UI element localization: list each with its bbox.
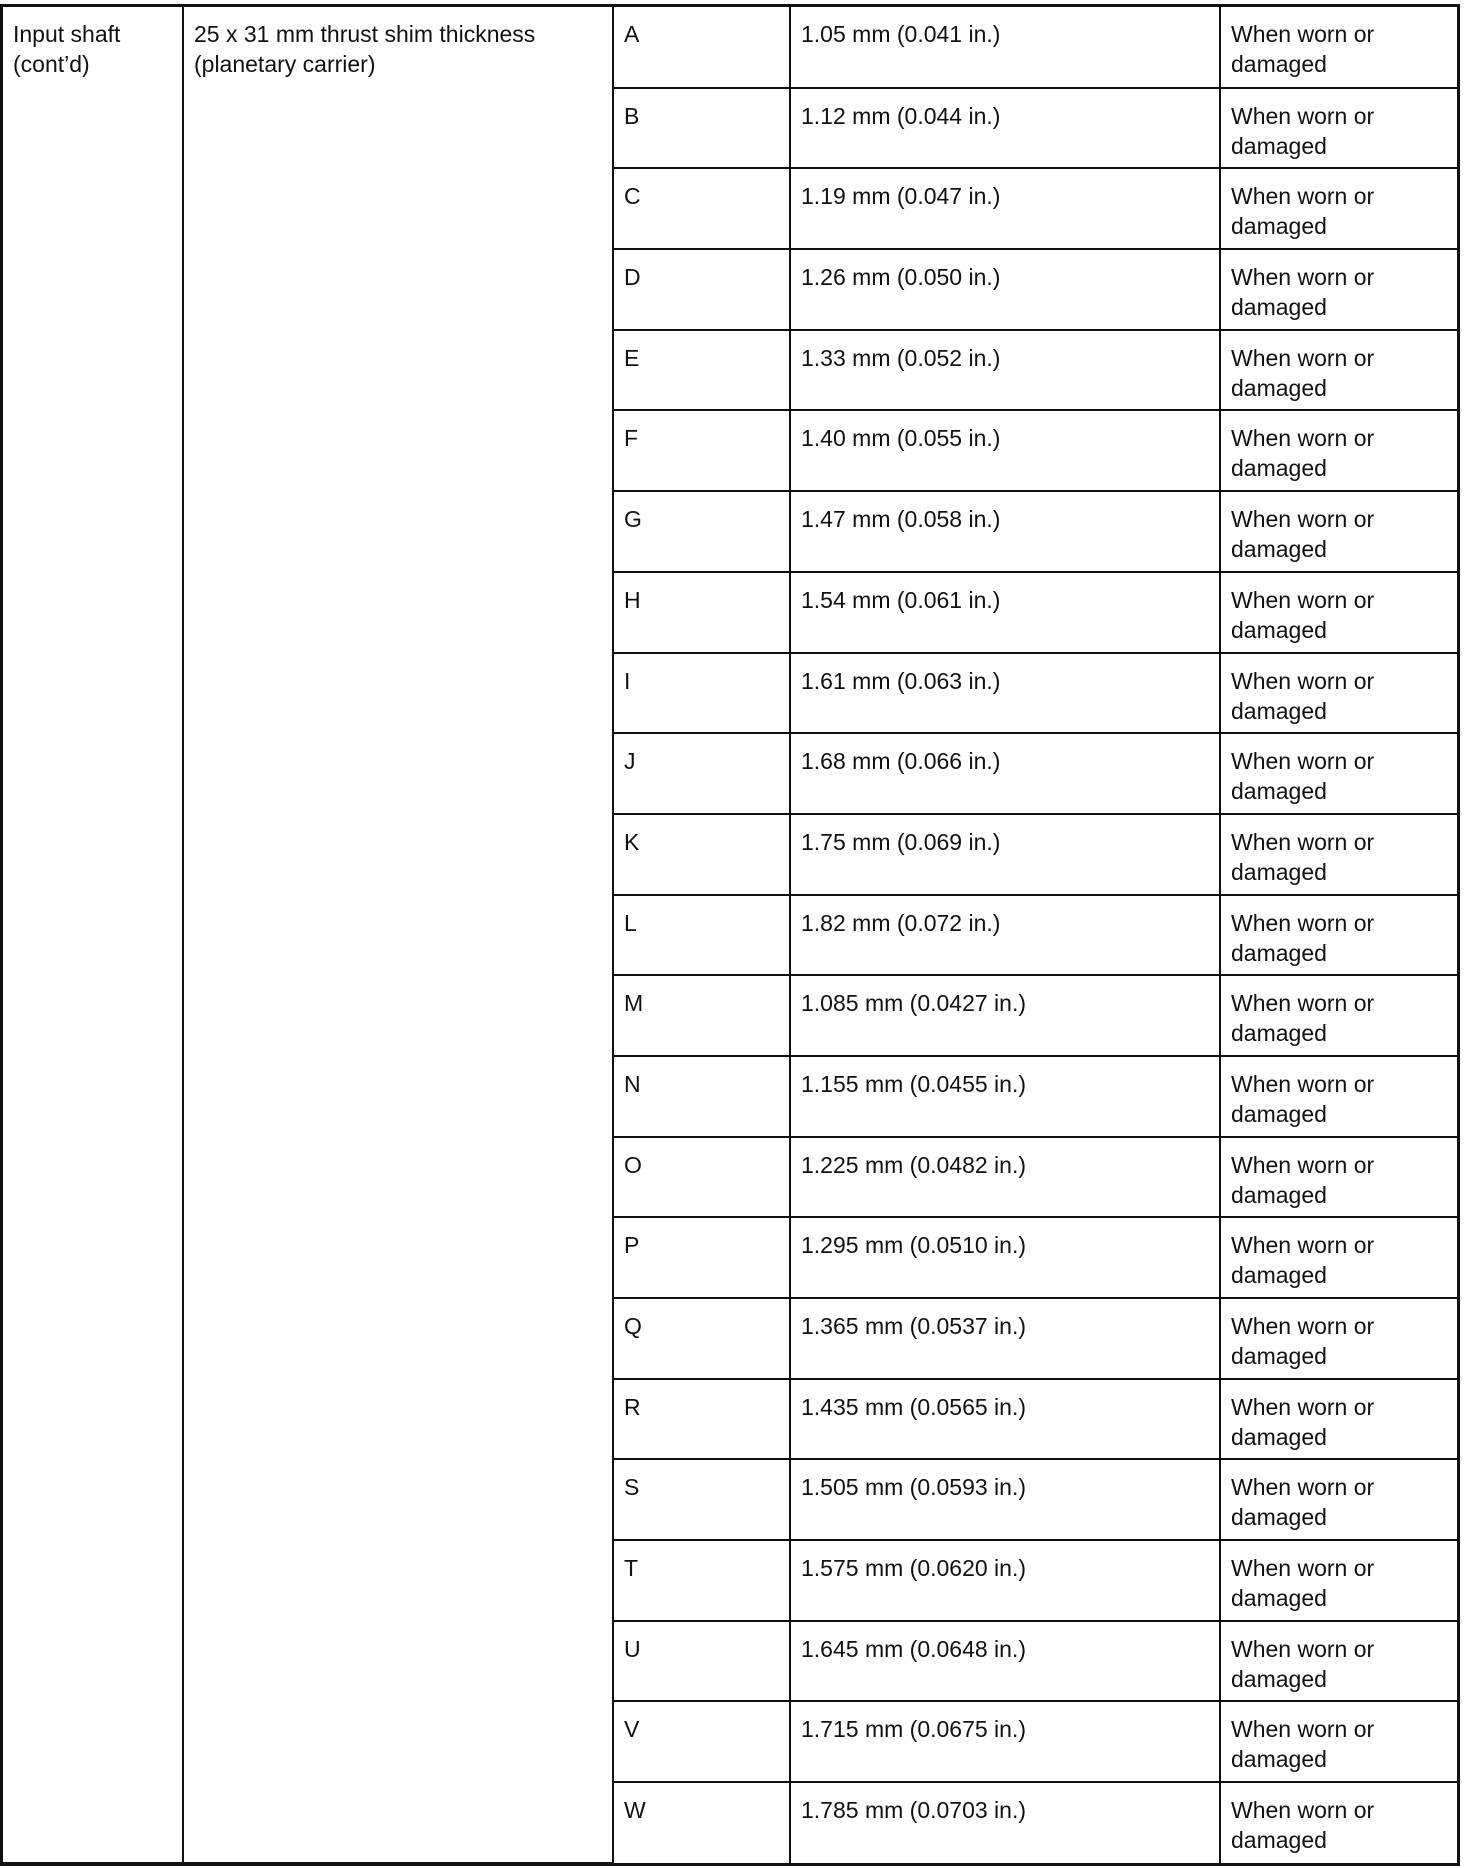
replacement-condition-cell [1220,1540,1457,1621]
grade-letter: T [624,1555,639,1582]
thickness-value: 1.19 mm (0.047 in.) [801,183,1001,210]
thickness-value: 1.40 mm (0.055 in.) [801,425,1001,452]
thickness-value: 1.435 mm (0.0565 in.) [801,1393,1027,1420]
replacement-condition-cell [1220,168,1457,249]
grade-cell [613,1217,790,1298]
grade-letter: V [624,1716,640,1743]
replacement-condition-cont: damaged [1231,939,1327,966]
thickness-value: 1.54 mm (0.061 in.) [801,586,1001,613]
replacement-condition-cell [1220,975,1457,1056]
grade-cell [613,88,790,169]
thickness-value: 1.75 mm (0.069 in.) [801,828,1001,855]
thickness-cell [790,491,1220,572]
replacement-condition-cell [1220,88,1457,169]
grade-letter: J [624,748,636,775]
replacement-condition-cont: damaged [1231,778,1327,805]
replacement-condition-cell [1220,7,1457,88]
grade-cell [613,249,790,330]
replacement-condition-cont: damaged [1231,1827,1327,1854]
thickness-value: 1.82 mm (0.072 in.) [801,909,1001,936]
replacement-condition-cell [1220,330,1457,411]
thickness-value: 1.575 mm (0.0620 in.) [801,1555,1027,1582]
grade-letter: H [624,586,641,613]
thickness-value: 1.155 mm (0.0455 in.) [801,1070,1027,1097]
grade-cell [613,733,790,814]
replacement-condition-cell [1220,653,1457,734]
replacement-condition: When worn or [1231,1393,1375,1420]
grade-cell [613,1056,790,1137]
replacement-condition-cell [1220,1379,1457,1460]
thickness-cell [790,653,1220,734]
thickness-value: 1.645 mm (0.0648 in.) [801,1635,1027,1662]
grade-letter: I [624,667,631,694]
grade-letter: R [624,1393,641,1420]
grade-cell [613,7,790,88]
replacement-condition-cell [1220,1782,1457,1863]
grade-cell [613,410,790,491]
thickness-value: 1.785 mm (0.0703 in.) [801,1797,1027,1824]
thickness-cell [790,733,1220,814]
thickness-cell [790,168,1220,249]
thickness-cell [790,1298,1220,1379]
replacement-condition-cell [1220,491,1457,572]
grade-letter: C [624,183,641,210]
replacement-condition: When worn or [1231,909,1375,936]
replacement-condition: When worn or [1231,1555,1375,1582]
replacement-condition: When worn or [1231,828,1375,855]
grade-cell [613,814,790,895]
thickness-value: 1.61 mm (0.063 in.) [801,667,1001,694]
component-name: Input shaft [13,21,121,47]
grade-letter: A [624,21,640,47]
thickness-cell [790,88,1220,169]
thickness-cell [790,1217,1220,1298]
grade-letter: D [624,264,641,291]
replacement-condition-cell [1220,814,1457,895]
spec-sheet [0,4,1460,1866]
replacement-condition-cont: damaged [1231,374,1327,401]
thickness-value: 1.085 mm (0.0427 in.) [801,990,1027,1017]
replacement-condition: When worn or [1231,102,1375,129]
replacement-condition-cont: damaged [1231,1020,1327,1047]
part-location: (planetary carrier) [194,51,376,77]
thickness-cell [790,410,1220,491]
replacement-condition: When worn or [1231,506,1375,533]
grade-cell [613,491,790,572]
replacement-condition: When worn or [1231,1313,1375,1339]
replacement-condition: When worn or [1231,1232,1375,1259]
grade-letter: U [624,1635,641,1662]
replacement-condition-cell [1220,572,1457,653]
grade-letter: F [624,425,639,452]
thickness-cell [790,7,1220,88]
thickness-value: 1.26 mm (0.050 in.) [801,264,1001,291]
grade-cell [613,1379,790,1460]
grade-cell [613,1459,790,1540]
replacement-condition: When worn or [1231,1797,1375,1824]
shim-spec-table-body [3,7,1457,1863]
replacement-condition-cont: damaged [1231,1423,1327,1450]
replacement-condition-cont: damaged [1231,213,1327,240]
table-row [3,7,1457,88]
replacement-condition-cont: damaged [1231,1746,1327,1773]
replacement-condition: When worn or [1231,1474,1375,1501]
thickness-cell [790,1056,1220,1137]
grade-letter: S [624,1474,640,1501]
replacement-condition-cell [1220,1217,1457,1298]
grade-cell [613,168,790,249]
grade-letter: L [624,909,637,936]
replacement-condition-cont: damaged [1231,1181,1327,1208]
replacement-condition-cont: damaged [1231,1262,1327,1289]
replacement-condition-cell [1220,895,1457,976]
replacement-condition-cont: damaged [1231,1585,1327,1612]
replacement-condition-cell [1220,410,1457,491]
replacement-condition: When worn or [1231,1151,1375,1178]
thickness-value: 1.68 mm (0.066 in.) [801,748,1001,775]
grade-cell [613,1782,790,1863]
thickness-cell [790,572,1220,653]
thickness-value: 1.33 mm (0.052 in.) [801,344,1001,371]
replacement-condition-cont: damaged [1231,1343,1327,1369]
replacement-condition-cont: damaged [1231,132,1327,159]
thickness-cell [790,1782,1220,1863]
replacement-condition-cont: damaged [1231,1665,1327,1692]
replacement-condition: When worn or [1231,264,1375,291]
replacement-condition-cont: damaged [1231,1100,1327,1127]
replacement-condition: When worn or [1231,586,1375,613]
replacement-condition-cont: damaged [1231,536,1327,563]
replacement-condition: When worn or [1231,344,1375,371]
shim-spec-table [3,7,1457,1864]
replacement-condition-cell [1220,1701,1457,1782]
grade-cell [613,1701,790,1782]
grade-letter: Q [624,1313,642,1339]
grade-cell [613,1540,790,1621]
replacement-condition: When worn or [1231,425,1375,452]
grade-letter: P [624,1232,640,1259]
replacement-condition-cont: damaged [1231,697,1327,724]
replacement-condition-cell [1220,1459,1457,1540]
thickness-value: 1.05 mm (0.041 in.) [801,21,1001,47]
replacement-condition-cont: damaged [1231,455,1327,482]
component-cell [3,7,183,1863]
grade-cell [613,975,790,1056]
replacement-condition: When worn or [1231,990,1375,1017]
replacement-condition: When worn or [1231,1716,1375,1743]
grade-letter: E [624,344,640,371]
thickness-value: 1.715 mm (0.0675 in.) [801,1716,1027,1743]
replacement-condition-cell [1220,1298,1457,1379]
thickness-cell [790,330,1220,411]
grade-cell [613,895,790,976]
grade-letter: W [624,1797,646,1824]
grade-cell [613,572,790,653]
thickness-value: 1.47 mm (0.058 in.) [801,506,1001,533]
thickness-cell [790,1137,1220,1218]
thickness-value: 1.12 mm (0.044 in.) [801,102,1001,129]
replacement-condition-cont: damaged [1231,616,1327,643]
thickness-cell [790,814,1220,895]
thickness-cell [790,895,1220,976]
replacement-condition-cell [1220,1056,1457,1137]
thickness-cell [790,1621,1220,1702]
grade-cell [613,1298,790,1379]
grade-letter: B [624,102,640,129]
thickness-cell [790,1540,1220,1621]
thickness-cell [790,975,1220,1056]
replacement-condition: When worn or [1231,1070,1375,1097]
component-continued-label: (cont’d) [13,51,90,77]
thickness-cell [790,1701,1220,1782]
replacement-condition-cont: damaged [1231,1504,1327,1531]
thickness-value: 1.225 mm (0.0482 in.) [801,1151,1027,1178]
grade-letter: K [624,828,640,855]
part-description-cell [183,7,613,1863]
thickness-cell [790,1459,1220,1540]
grade-letter: N [624,1070,641,1097]
grade-cell [613,1621,790,1702]
replacement-condition-cell [1220,733,1457,814]
grade-letter: G [624,506,642,533]
thickness-value: 1.505 mm (0.0593 in.) [801,1474,1027,1501]
grade-cell [613,653,790,734]
replacement-condition: When worn or [1231,667,1375,694]
part-description: 25 x 31 mm thrust shim thickness [194,21,536,47]
replacement-condition: When worn or [1231,1635,1375,1662]
grade-letter: M [624,990,644,1017]
replacement-condition-cont: damaged [1231,294,1327,321]
thickness-value: 1.295 mm (0.0510 in.) [801,1232,1027,1259]
grade-cell [613,330,790,411]
replacement-condition-cell [1220,1137,1457,1218]
replacement-condition: When worn or [1231,21,1375,47]
replacement-condition: When worn or [1231,183,1375,210]
replacement-condition-cell [1220,1621,1457,1702]
thickness-cell [790,1379,1220,1460]
grade-cell [613,1137,790,1218]
thickness-cell [790,249,1220,330]
grade-letter: O [624,1151,642,1178]
thickness-value: 1.365 mm (0.0537 in.) [801,1313,1027,1339]
replacement-condition-cont: damaged [1231,51,1327,77]
replacement-condition-cont: damaged [1231,858,1327,885]
replacement-condition: When worn or [1231,748,1375,775]
replacement-condition-cell [1220,249,1457,330]
